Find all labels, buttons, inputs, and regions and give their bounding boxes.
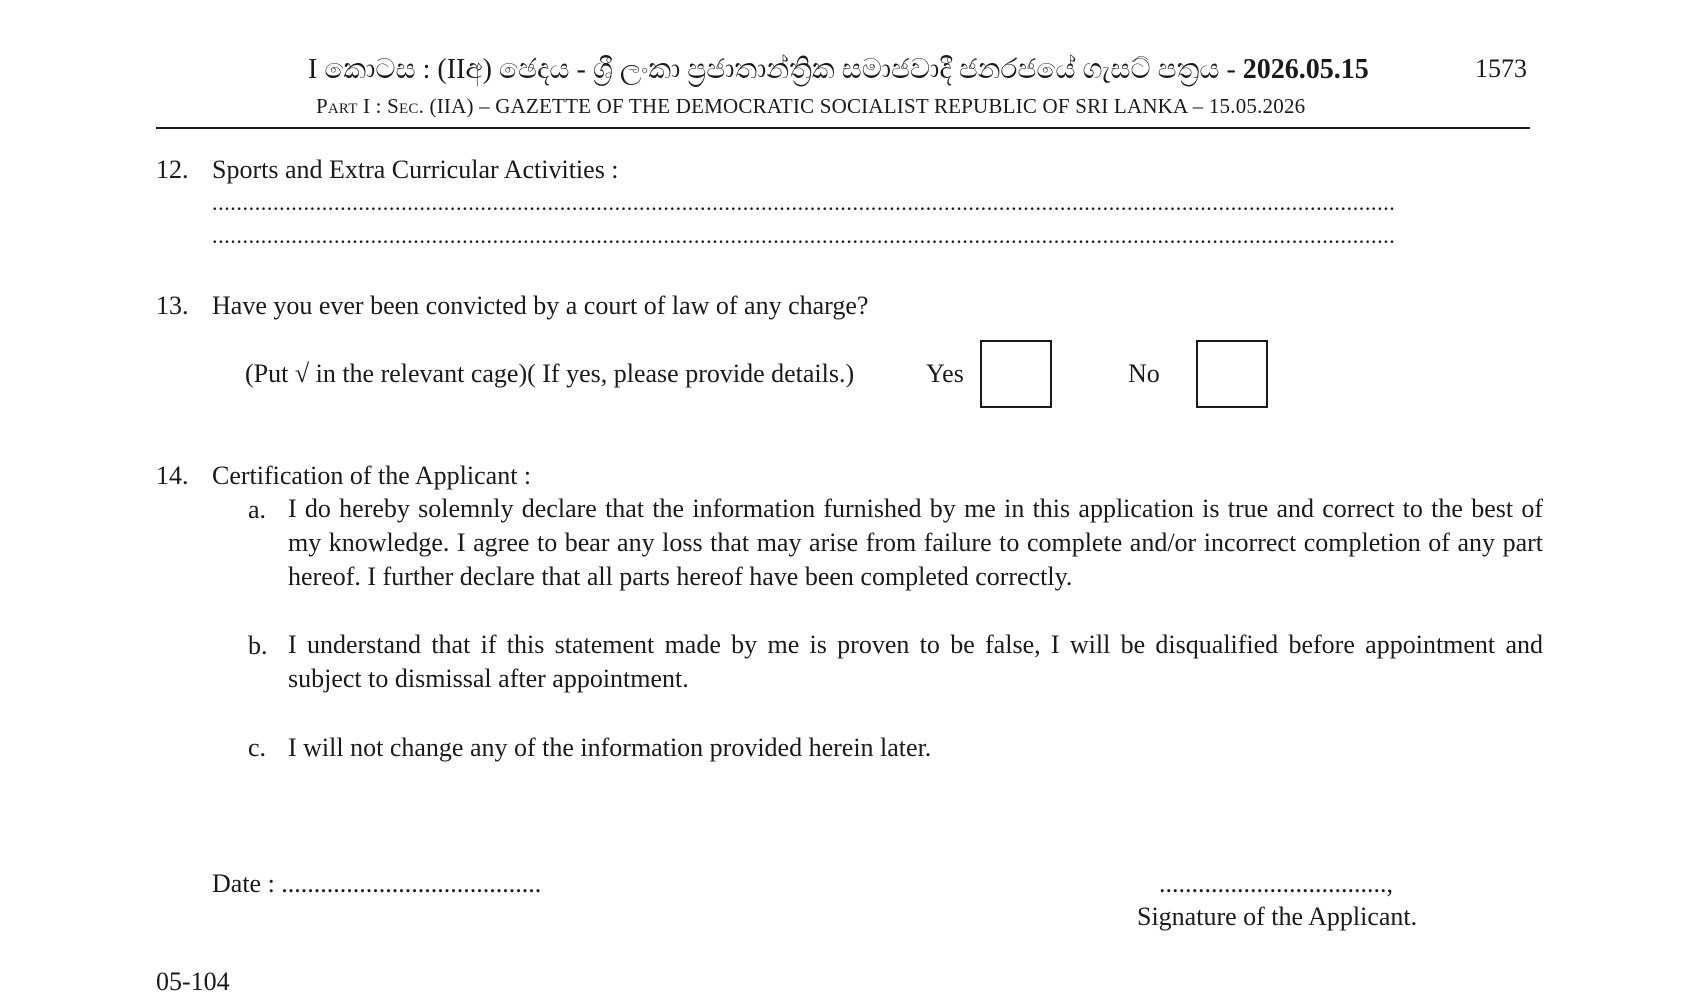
english-header-sep: : xyxy=(370,94,388,118)
item-13-instruction: (Put √ in the relevant cage)( If yes, please provide details.) xyxy=(245,359,855,388)
signature-line[interactable]: ..................................., xyxy=(1159,869,1393,898)
item-14a-letter: a. xyxy=(248,495,267,524)
reference-code: 05-104 xyxy=(156,967,230,996)
item-12-label: Sports and Extra Curricular Activities : xyxy=(212,155,619,184)
gazette-english-header xyxy=(316,94,1305,119)
item-14c-letter: c. xyxy=(248,733,267,762)
item-13-question: Have you ever been convicted by a court of law of any charge? xyxy=(212,291,869,320)
gazette-sinhala-header xyxy=(308,54,1369,86)
item-14b-letter: b. xyxy=(248,631,268,660)
item-12-answer-line-2[interactable]: .................................................................................................................................................................................................. xyxy=(212,223,1396,248)
english-header-sec: Sec. xyxy=(387,94,425,118)
no-checkbox[interactable] xyxy=(1196,340,1268,408)
date-field[interactable]: Date : ........................................ xyxy=(212,869,542,898)
item-14b-declaration: I understand that if this statement made by me is proven to be false, I will be disqualified before appointment and subject to dismissal after appointment. xyxy=(288,630,1543,693)
no-label: No xyxy=(1128,359,1160,388)
yes-checkbox[interactable] xyxy=(980,340,1052,408)
item-12-number: 12. xyxy=(156,155,189,184)
yes-label: Yes xyxy=(926,359,964,388)
item-14-title: Certification of the Applicant : xyxy=(212,461,532,490)
english-header-part: Part I xyxy=(316,94,371,118)
item-12-answer-line-1[interactable]: .................................................................................................................................................................................................. xyxy=(212,190,1396,215)
header-divider xyxy=(156,127,1530,129)
item-14c-declaration: I will not change any of the information provided herein later. xyxy=(288,733,932,762)
sinhala-header-text: I කොටස : (IIඅ) ඡෙදය - ශ්‍රී ලංකා ප්‍රජාතාන්ත්‍රික සමාජවාදී ජනරජයේ ගැසට් පත්‍රය - xyxy=(308,54,1243,85)
page-number: 1573 xyxy=(1475,54,1527,83)
english-header-rest: (IIA) – GAZETTE OF THE DEMOCRATIC SOCIALIST REPUBLIC OF SRI LANKA – 15.05.2026 xyxy=(424,94,1306,118)
item-14a-declaration: I do hereby solemnly declare that the information furnished by me in this application is true and correct to the best of my knowledge. I agree to bear any loss that may arise from failure to complete and/or incorrect completion of any part hereof. I further declare that all parts hereof have been completed correctly. xyxy=(288,494,1543,591)
signature-label: Signature of the Applicant. xyxy=(1137,902,1418,931)
item-14-number: 14. xyxy=(156,461,189,490)
item-13-number: 13. xyxy=(156,291,189,320)
sinhala-header-date: 2026.05.15 xyxy=(1242,54,1369,85)
